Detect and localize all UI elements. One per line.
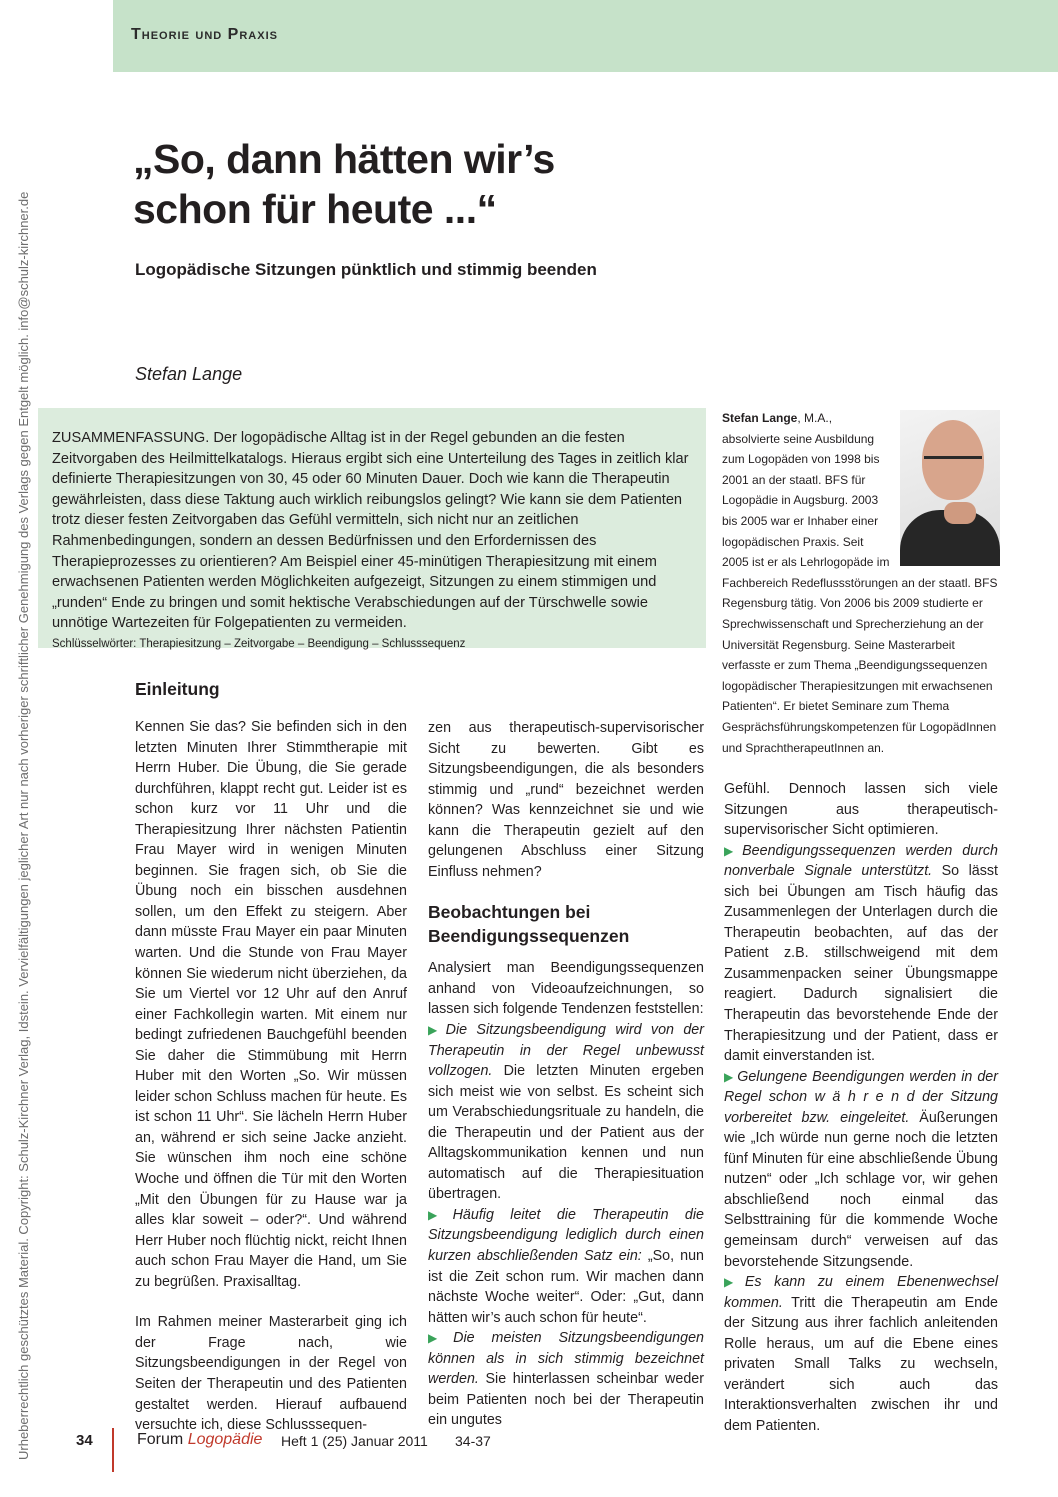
side-copyright-notice: Urheberrechtlich geschütztes Material. Copyright: Schulz-Kirchner Verlag, Idstein. Vervielfältigungen jeglicher Art nur nach vorheriger schriftlicher Genehmigung des Verlags gegen Entgelt möglich. info@schulz-kirchner.de [16, 191, 31, 1460]
bio-name: Stefan Lange [722, 411, 798, 425]
arrow-bullet-icon: ▶ [724, 843, 740, 858]
arrow-bullet-icon: ▶ [428, 1207, 450, 1222]
article-author: Stefan Lange [135, 364, 243, 384]
bullet-item: ▶ Die meisten Sitzungsbeendigungen können als in sich stimmig bezeichnet werden. Sie hinterlassen scheinbar weder beim Patienten noch bei der Therapeutin ein ungutes [428, 1330, 704, 1429]
bullet-item: ▶ Gelungene Beendigungen werden in der Regel schon w ä h r e n d der Sitzung vorbereitet bzw. eingeleitet. Äußerungen wie „Ich würde nun gerne noch die letzten fünf Minuten für eine abschließende Übung nutzen“ oder „Ich schlage vor, wir gehen abschließend noch einmal das Selbsttraining für die kommende Woche gemeinsam durch“ verweisen auf das bevorstehende Sitzungsende. [724, 1068, 998, 1270]
abstract-text: ZUSAMMENFASSUNG. Der logopädische Alltag ist in der Regel gebunden an die festen Zeitvorgaben des Heilmittelkatalogs. Hieraus ergibt sich eine Unterteilung des Tages in zeitlich klar definierte Therapiesitzungen von 30, 45 oder 60 Minuten Dauer. Doch wie kann die Therapeutin gewährleisten, dass diese Taktung auch wirklich reibungslos gelingt? Wie kann sie dem Patienten trotz dieser festen Zeitvorgaben das Gefühl vermitteln, sich nicht nur an zeitlichen Rahmenbedingungen, sondern an dessen Bedürfnissen und den Erfordernissen des Therapieprozesses zu orientieren? Am Beispiel einer 45-minütigen Therapiesitzung mit einem erwachsenen Patienten werden Möglichkeiten aufgezeigt, Sitzungen zu einem stimmigen und „runden“ Ende zu bringen und somit hektische Verabschiedungen auf der Türschwelle sowie unnötige Wartezeiten für Folgepatienten zu vermeiden. [52, 430, 689, 632]
paragraph: Kennen Sie das? Sie befinden sich in den letzten Minuten Ihrer Stimmtherapie mit Herrn Huber. Die Übung, die Sie gerade durchführen, klappt recht gut. Leider ist es schon kurz vor 11 Uhr und die Therapiesitzung Ihrer nächsten Patientin Frau Mayer wird in wenigen Minuten beginnen. Sie fragen sich, ob Sie die Übung noch ein bisschen ausdehnen sollen, um den Effekt zu steigern. Aber dann müsste Frau Mayer ein paar Minuten warten. Und die Stunde von Frau Mayer können Sie wiederum nicht überziehen, da Sie um Viertel vor 12 Uhr auf den Anruf einer Fachkollegin warten. Mit einem nur bedingt zufriedenen Bauchgefühl beenden Sie daher die Stimmübung mit Herrn Huber mit den Worten „So. Wir müssen leider schon Schluss machen für heute. Es ist schon 11 Uhr“. Sie lächeln Herrn Huber an, während er sich seine Jacke anzieht. Sie wünschen ihm noch eine schöne Woche und öffnen die Tür mit den Worten „Mit den Übungen für zu Hause war ja alles klar soweit – oder?“. Und während Herr Huber noch flüchtig nickt, reicht Ihnen auch schon Frau Mayer die Hand, um Sie zu begrüßen. Praxisalltag. [135, 719, 407, 1290]
author-photo [900, 410, 1000, 566]
arrow-bullet-icon: ▶ [724, 1275, 742, 1290]
bullet-item: ▶ Die Sitzungsbeendigung wird von der Therapeutin in der Regel unbewusst vollzogen. Die letzten Minuten ergeben sich meist wie von selbst. Es scheint sich um Verabschiedungsrituale zu handeln, die die Therapeutin und der Patient aus der Alltagskommunikation kennen und nun automatisch auf die Therapiesituation übertragen. [428, 1022, 705, 1203]
arrow-bullet-icon: ▶ [428, 1331, 451, 1346]
page-number: 34 [76, 1432, 93, 1449]
page-range: 34-37 [455, 1433, 491, 1449]
arrow-bullet-icon: ▶ [428, 1023, 443, 1038]
heading-beobachtungen: Beobachtungen bei Beendigungssequenzen [428, 902, 630, 947]
title-line-2: schon für heute ...“ [133, 186, 497, 232]
journal-logo: Forum Logopädie [137, 1431, 263, 1448]
paragraph: Im Rahmen meiner Masterarbeit ging ich der Frage nach, wie Sitzungsbeendigungen in der Regel von Seiten der Therapeutin und des Patienten gestaltet werden. Hierauf aufbauend versuchte ich, diese Schlusssequen- [135, 1314, 407, 1434]
issue-info: Heft 1 (25) Januar 2011 [281, 1433, 428, 1449]
footer-divider [112, 1428, 114, 1472]
bullet-item: ▶ Häufig leitet die Therapeutin die Sitzungsbeendigung lediglich durch einen kurzen abschließenden Satz ein: „So, nun ist die Zeit schon rum. Wir machen dann nächste Woche weiter“. Oder: „Gut, dann hätten wir’s auch schon für heute“. [428, 1206, 704, 1326]
bullet-item: ▶ Es kann zu einem Ebenenwechsel kommen. Tritt die Therapeutin am Ende der Sitzung aus ihrer fachlich anleitenden Rolle heraus, um auf die Ebene eines privaten Small Talks zu wechseln, verändert sich auch das Interaktionsverhalten zwischen ihr und dem Patienten. [724, 1274, 998, 1434]
paragraph: zen aus therapeutisch-supervisorischer Sicht zu bewerten. Gibt es Sitzungsbeendigungen, die als besonders stimmig und „rund“ bezeichnet werden können? Was kennzeichnet sie und wie kann die Therapeutin gezielt auf den gelungenen Abschluss einer Sitzung Einfluss nehmen? [428, 720, 704, 880]
article-title [133, 134, 693, 234]
heading-einleitung: Einleitung [135, 679, 220, 699]
column-1 [135, 677, 407, 1436]
abstract-keywords: Schlüsselwörter: Therapiesitzung – Zeitvorgabe – Beendigung – Schlusssequenz [52, 637, 466, 650]
bio-text: , M.A., absolvierte seine Ausbildung zum Logopäden von 1998 bis 2001 an der staatl. BFS für Logopädie in Augsburg. 2003 bis 2005 war er Inhaber einer logopädischen Praxis. Seit 2005 ist er als Lehrlogopäde im Fachbereich Redeflussstörungen an der staatl. BFS Regensburg tätig. Von 2006 bis 2009 studierte er Sprechwissenschaft und Sprecherziehung an der Universität Regensburg. Seine Masterarbeit verfasste er zum Thema „Beendigungssequenzen logopädischer Therapiesitzungen mit erwachsenen Patienten“. Er bietet Seminare zum Thema Gesprächsführungskompetenzen für LogopädInnen und SprachtherapeutInnen an. [722, 411, 998, 755]
section-label: Theorie und Praxis [131, 26, 278, 43]
title-line-1: „So, dann hätten wir’s [133, 136, 555, 182]
article-subtitle: Logopädische Sitzungen pünktlich und stimmig beenden [135, 260, 597, 279]
bullet-item: ▶ Beendigungssequenzen werden durch nonverbale Signale unterstützt. So lässt sich bei Übungen am Tisch häufig das Zusammenlegen der Unterlagen durch die Therapeutin beobachten, auf das der Patient z.B. stillschweigend mit dem Zusammenpacken seiner Übungsmappe reagiert. Dadurch signalisiert die Therapeutin das bevorstehende Ende der Therapiesitzung und der Patient, dass er damit einverstanden ist. [724, 842, 998, 1065]
paragraph: Gefühl. Dennoch lassen sich viele Sitzungen aus therapeutisch-supervisorischer Sicht optimieren. [724, 781, 998, 839]
column-3 [724, 779, 998, 1437]
arrow-bullet-icon: ▶ [724, 1069, 735, 1084]
abstract-box [38, 408, 706, 648]
author-bio [722, 408, 1000, 758]
column-2 [428, 718, 704, 1431]
paragraph: Analysiert man Beendigungssequenzen anhand von Videoaufzeichnungen, so lassen sich folgende Tendenzen feststellen: [428, 960, 704, 1018]
